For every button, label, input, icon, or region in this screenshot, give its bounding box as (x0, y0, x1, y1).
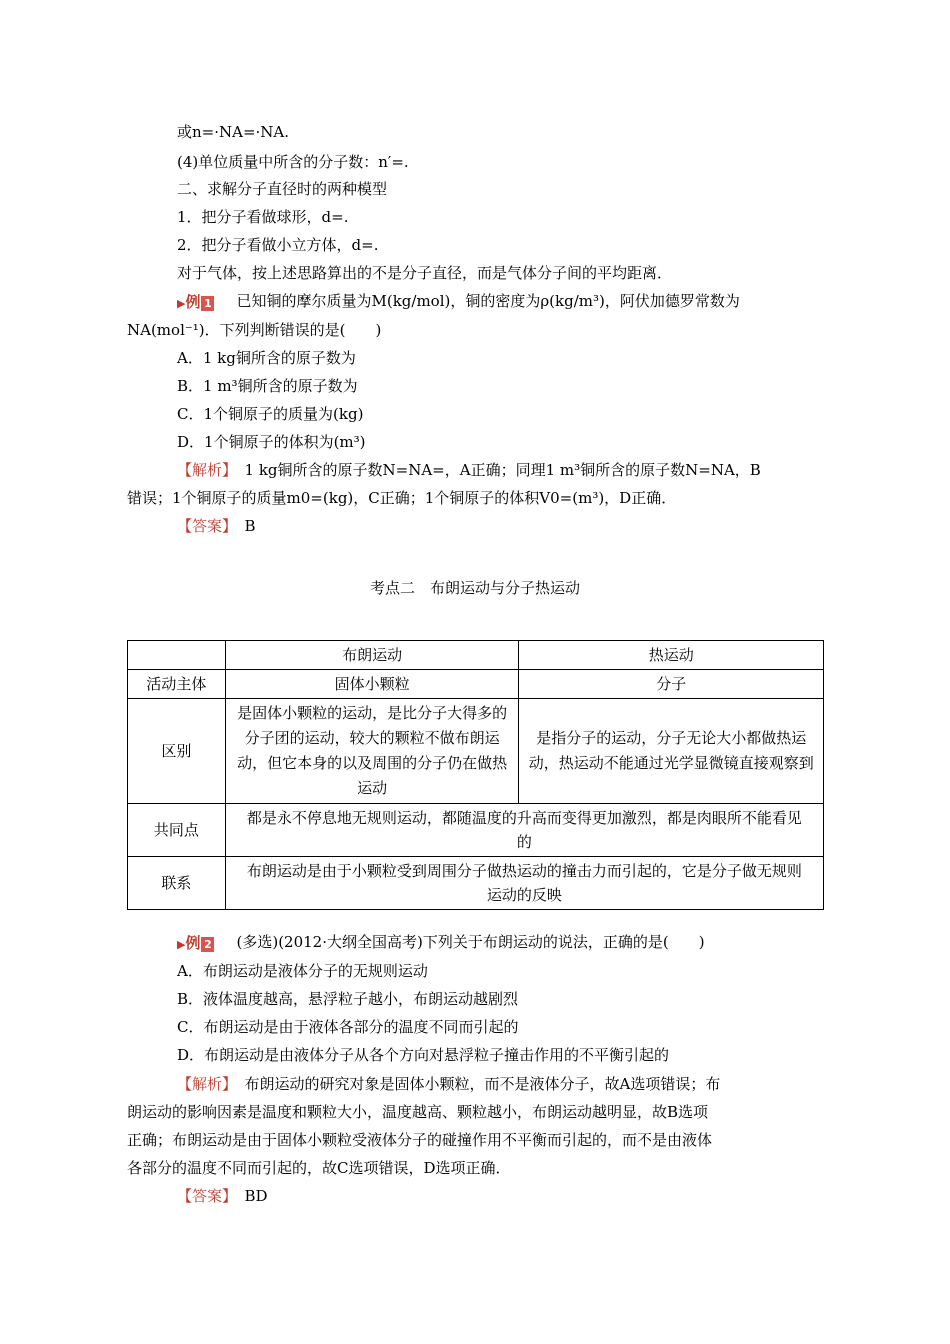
table-cell: 是指分子的运动，分子无论大小都做热运动，热运动不能通过光学显微镜直接观察到 (519, 699, 824, 804)
example-2-analysis-cont: 朗运动的影响因素是温度和颗粒大小，温度越高、颗粒越小，布朗运动越明显，故B选项 (127, 1103, 709, 1121)
intro-line-5: 2．把分子看做小立方体，d=. (177, 236, 379, 254)
table-header-cell: 热运动 (519, 641, 824, 670)
table-row (128, 699, 824, 804)
example-1-analysis-cont: 错误；1个铜原子的质量m0=(kg)，C正确；1个铜原子的体积V0=(m³)，D正确． (127, 489, 677, 507)
section-title: 考点二 布朗运动与分子热运动 (369, 579, 580, 597)
example-2-question: ▶例 2 (多选)(2012·大纲全国高考)下列关于布朗运动的说法，正确的是( ) (177, 933, 705, 952)
answer-label: 【答案】 (177, 517, 230, 535)
example-1-question: ▶例 1 已知铜的摩尔质量为M(kg/mol)，铜的密度为ρ(kg/m³)，阿伏加德罗常数为 (177, 292, 740, 311)
table-row-label: 区别 (128, 699, 226, 804)
triangle-icon: ▶ (177, 297, 186, 310)
example-1-question-cont: NA(mol⁻¹)．下列判断错误的是( ) (127, 321, 382, 339)
example-1-option-b: B．1 m³铜所含的原子数为 (177, 377, 358, 395)
table-header-cell (128, 641, 226, 670)
example-badge: ▶例 2 (177, 933, 214, 953)
example-1-answer: 【答案】 B (177, 517, 256, 535)
intro-line-4: 1．把分子看做球形，d=. (177, 208, 349, 226)
table-row (128, 857, 824, 910)
table-row-label: 活动主体 (128, 670, 226, 699)
example-badge: ▶例 1 (177, 292, 214, 312)
example-2-analysis-cont: 正确；布朗运动是由于固体小颗粒受液体分子的碰撞作用不平衡而引起的，而不是由液体 (127, 1131, 713, 1149)
example-2-analysis-cont: 各部分的温度不同而引起的，故C选项错误，D选项正确． (127, 1159, 511, 1177)
table-cell: 分子 (519, 670, 824, 699)
table-row (128, 804, 824, 857)
analysis-label: 【解析】 (177, 1075, 230, 1093)
table-header-row (128, 641, 824, 670)
table-row-label: 联系 (128, 857, 226, 910)
example-1-analysis: 【解析】 1 kg铜所含的原子数N=NA=，A正确；同理1 m³铜所含的原子数N=NA，B (177, 461, 761, 479)
comparison-table (127, 640, 824, 910)
intro-line-2: (4)单位质量中所含的分子数：n′=. (177, 153, 409, 171)
example-2-option-d: D．布朗运动是由液体分子从各个方向对悬浮粒子撞击作用的不平衡引起的 (177, 1046, 670, 1064)
example-2-analysis: 【解析】 布朗运动的研究对象是固体小颗粒，而不是液体分子，故A选项错误；布 (177, 1075, 721, 1093)
answer-label: 【答案】 (177, 1187, 230, 1205)
triangle-icon: ▶ (177, 938, 186, 951)
example-2-option-b: B．液体温度越高，悬浮粒子越小，布朗运动越剧烈 (177, 990, 519, 1008)
intro-line-1: 或n=·NA=·NA. (177, 123, 290, 141)
table-row (128, 670, 824, 699)
table-merged-cell: 布朗运动是由于小颗粒受到周围分子做热运动的撞击力而引起的，它是分子做无规则运动的反映 (225, 857, 823, 910)
table-merged-cell: 都是永不停息地无规则运动，都随温度的升高而变得更加激烈，都是肉眼所不能看见的 (225, 804, 823, 857)
table-header-cell: 布朗运动 (225, 641, 519, 670)
example-2-option-a: A．布朗运动是液体分子的无规则运动 (177, 962, 428, 980)
example-2-option-c: C．布朗运动是由于液体各部分的温度不同而引起的 (177, 1018, 519, 1036)
table-cell: 固体小颗粒 (225, 670, 519, 699)
table-row-label: 共同点 (128, 804, 226, 857)
example-1-option-d: D．1个铜原子的体积为(m³) (177, 433, 366, 451)
example-1-option-c: C．1个铜原子的质量为(kg) (177, 405, 364, 423)
table-cell: 是固体小颗粒的运动，是比分子大得多的分子团的运动，较大的颗粒不做布朗运动，但它本身的以及周围的分子仍在做热运动 (225, 699, 519, 804)
analysis-label: 【解析】 (177, 461, 230, 479)
intro-line-6: 对于气体，按上述思路算出的不是分子直径，而是气体分子间的平均距离． (177, 264, 673, 282)
intro-heading: 二、求解分子直径时的两种模型 (177, 180, 388, 198)
example-1-option-a: A．1 kg铜所含的原子数为 (177, 349, 356, 367)
example-2-answer: 【答案】 BD (177, 1187, 268, 1205)
